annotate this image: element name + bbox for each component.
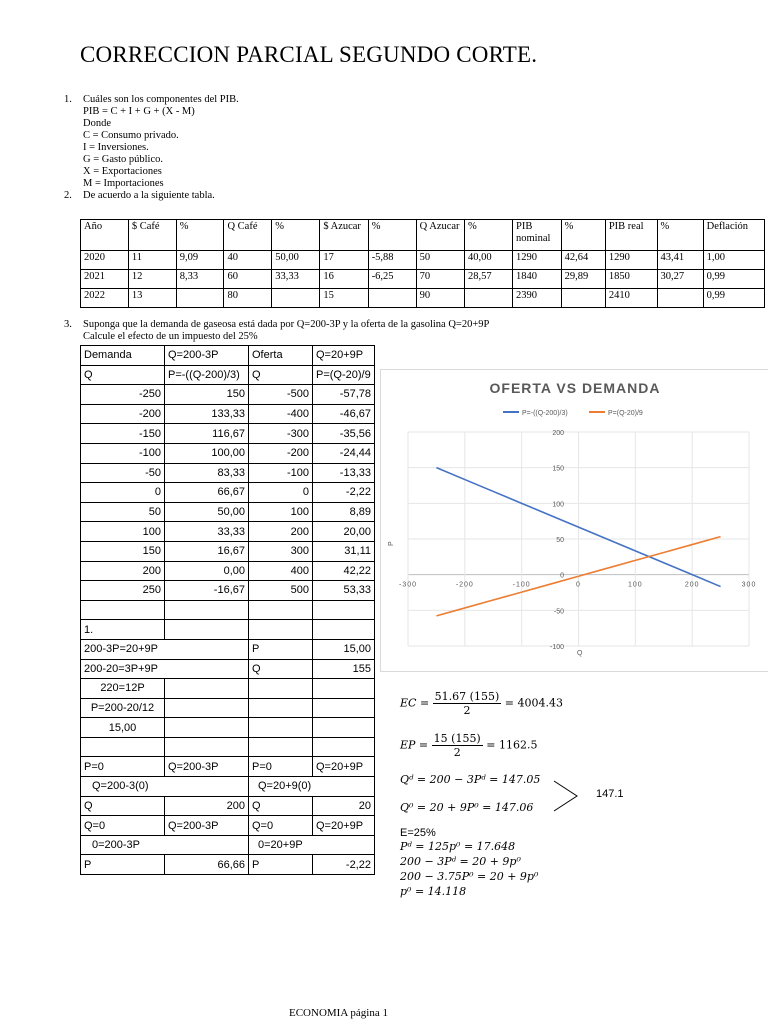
table-cell: 0,00 xyxy=(165,561,249,581)
question-3-line: Calcule el efecto de un impuesto del 25% xyxy=(83,331,258,342)
table-cell: 66,66 xyxy=(165,855,249,875)
table-row xyxy=(81,835,375,855)
table-cell: -300 xyxy=(249,424,313,444)
y-axis-label: P xyxy=(388,541,395,546)
x-tick-label: 100 xyxy=(627,581,643,589)
table-cell: 66,67 xyxy=(165,483,249,503)
table-cell xyxy=(176,289,224,308)
table-cell: 50 xyxy=(81,502,165,522)
formula-qd: Qᵈ = 200 − 3Pᵈ = 147.05 xyxy=(400,773,541,786)
table-cell: 80 xyxy=(224,289,272,308)
table-cell: -46,67 xyxy=(313,404,375,424)
x-tick-label: -100 xyxy=(512,581,531,589)
bracket-icon xyxy=(553,780,579,812)
header-cell: % xyxy=(176,220,224,251)
table-cell: 155 xyxy=(313,659,375,679)
table-cell xyxy=(464,289,512,308)
table-cell: 40 xyxy=(224,251,272,270)
table-cell: 43,41 xyxy=(657,251,703,270)
table-row xyxy=(81,679,375,699)
table-row xyxy=(81,463,375,483)
header-cell: Q Café xyxy=(224,220,272,251)
y-tick-label: 50 xyxy=(556,537,564,544)
table-cell: 33,33 xyxy=(165,522,249,542)
table-cell: 2020 xyxy=(81,251,129,270)
table-cell: -50 xyxy=(81,463,165,483)
table-cell: 0=200-3P xyxy=(81,835,249,855)
x-tick-label: 300 xyxy=(741,581,757,589)
table-cell: 50 xyxy=(416,251,464,270)
table-cell: 30,27 xyxy=(657,270,703,289)
table-cell: Q=200-3P xyxy=(165,757,249,777)
table-cell: 29,89 xyxy=(561,270,605,289)
header-cell: P=-((Q-200)/3) xyxy=(165,365,249,385)
header-cell: % xyxy=(657,220,703,251)
table-header-row xyxy=(81,220,765,251)
table-cell: 33,33 xyxy=(272,270,320,289)
tax-rate-label: E=25% xyxy=(400,827,436,839)
table-cell: 9,09 xyxy=(176,251,224,270)
question-1-number: 1. xyxy=(64,94,72,105)
y-tick-label: -50 xyxy=(553,608,564,616)
table-cell: 1290 xyxy=(605,251,657,270)
table-row xyxy=(81,541,375,561)
table-cell: 1. xyxy=(81,620,165,640)
table-cell: 15,00 xyxy=(81,718,165,738)
table-header-row xyxy=(81,365,375,385)
table-cell: P xyxy=(249,855,313,875)
header-cell: PIB real xyxy=(605,220,657,251)
formula-line: 200 − 3.75P⁰ = 20 + 9p⁰ xyxy=(400,870,539,883)
table-cell: 16 xyxy=(320,270,368,289)
table-cell: Q=200-3P xyxy=(165,816,249,836)
table-cell: 200 xyxy=(165,796,249,816)
table-cell: 13 xyxy=(128,289,176,308)
legend-label: P=-((Q-200)/3) xyxy=(522,410,568,417)
economic-data-table xyxy=(80,219,765,308)
table-row xyxy=(81,385,375,405)
table-cell: 0,99 xyxy=(703,270,764,289)
table-cell: 133,33 xyxy=(165,404,249,424)
table-cell xyxy=(368,289,416,308)
empty-row xyxy=(81,600,375,620)
supply-demand-table xyxy=(80,345,375,875)
header-cell: % xyxy=(561,220,605,251)
table-cell: 16,67 xyxy=(165,541,249,561)
table-cell: 200-3P=20+9P xyxy=(81,639,249,659)
table-cell: 2410 xyxy=(605,289,657,308)
table-cell: 2021 xyxy=(81,270,129,289)
table-row xyxy=(81,698,375,718)
table-cell: 500 xyxy=(249,581,313,601)
table-row xyxy=(81,251,765,270)
table-cell: 100 xyxy=(81,522,165,542)
question-2-number: 2. xyxy=(64,190,72,201)
page-title: CORRECCION PARCIAL SEGUNDO CORTE. xyxy=(80,42,538,67)
table-cell: 70 xyxy=(416,270,464,289)
header-cell: Q xyxy=(249,365,313,385)
table-row xyxy=(81,777,375,797)
table-cell: 15,00 xyxy=(313,639,375,659)
table-cell: 1290 xyxy=(513,251,562,270)
header-cell: $ Azucar xyxy=(320,220,368,251)
q1-line: Cuáles son los componentes del PIB. xyxy=(83,94,239,105)
legend-label: P=(Q-20)/9 xyxy=(608,410,643,417)
table-row xyxy=(81,270,765,289)
table-cell xyxy=(561,289,605,308)
table-row xyxy=(81,502,375,522)
table-cell: Q=200-3(0) xyxy=(81,777,249,797)
question-3-line: Suponga que la demanda de gaseosa está dada por Q=200-3P y la oferta de la gasolina Q=20+9P xyxy=(83,319,490,330)
q1-line: G = Gasto público. xyxy=(83,154,163,165)
empty-row xyxy=(81,737,375,757)
table-cell: 83,33 xyxy=(165,463,249,483)
q1-line: C = Consumo privado. xyxy=(83,130,179,141)
table-cell: -100 xyxy=(81,443,165,463)
table-row xyxy=(81,443,375,463)
table-cell: -200 xyxy=(81,404,165,424)
table-row xyxy=(81,757,375,777)
table-cell: -16,67 xyxy=(165,581,249,601)
table-cell: 31,11 xyxy=(313,541,375,561)
table-cell xyxy=(272,289,320,308)
header-cell: Q=20+9P xyxy=(313,346,375,366)
table-cell: 100,00 xyxy=(165,443,249,463)
header-cell: Q=200-3P xyxy=(165,346,249,366)
q1-line: X = Exportaciones xyxy=(83,166,162,177)
table-cell: 42,22 xyxy=(313,561,375,581)
q1-line: Donde xyxy=(83,118,111,129)
table-row xyxy=(81,522,375,542)
table-cell: 53,33 xyxy=(313,581,375,601)
table-cell: 17 xyxy=(320,251,368,270)
table-cell: -5,88 xyxy=(368,251,416,270)
table-cell: 0 xyxy=(81,483,165,503)
table-row xyxy=(81,659,375,679)
header-cell: % xyxy=(464,220,512,251)
table-cell: 20,00 xyxy=(313,522,375,542)
table-cell: 11 xyxy=(128,251,176,270)
header-cell: Demanda xyxy=(81,346,165,366)
table-cell: P=0 xyxy=(81,757,165,777)
table-cell: 50,00 xyxy=(272,251,320,270)
header-cell: P=(Q-20)/9 xyxy=(313,365,375,385)
formula-line: 200 − 3Pᵈ = 20 + 9p⁰ xyxy=(400,855,521,868)
table-row xyxy=(81,404,375,424)
table-cell: 60 xyxy=(224,270,272,289)
question-2-text: De acuerdo a la siguiente tabla. xyxy=(83,190,215,201)
table-row xyxy=(81,561,375,581)
table-cell: -200 xyxy=(249,443,313,463)
table-cell: -13,33 xyxy=(313,463,375,483)
table-cell: 90 xyxy=(416,289,464,308)
y-tick-label: 200 xyxy=(552,430,564,437)
table-cell: 250 xyxy=(81,581,165,601)
table-row xyxy=(81,483,375,503)
header-cell: % xyxy=(272,220,320,251)
formula-ec: EC = $\frac{51.67 (155)}{2}$ = 4004.43 xyxy=(400,690,563,717)
q1-line: M = Importaciones xyxy=(83,178,164,189)
table-cell: Q xyxy=(249,659,313,679)
y-tick-label: 100 xyxy=(552,501,564,509)
bracket-value: 147.1 xyxy=(596,788,624,800)
table-cell: 2390 xyxy=(513,289,562,308)
table-cell: 220=12P xyxy=(81,679,165,699)
table-row xyxy=(81,620,375,640)
y-tick-label: -100 xyxy=(549,644,564,651)
table-row xyxy=(81,816,375,836)
q1-line: PIB = C + I + G + (X - M) xyxy=(83,106,195,117)
table-cell: -24,44 xyxy=(313,443,375,463)
question-3-number: 3. xyxy=(64,319,72,330)
table-cell: Q=0 xyxy=(249,816,313,836)
table-cell: P xyxy=(81,855,165,875)
header-cell: Q Azucar xyxy=(416,220,464,251)
formula-line: p⁰ = 14.118 xyxy=(400,885,467,898)
table-cell: -57,78 xyxy=(313,385,375,405)
table-cell: 150 xyxy=(81,541,165,561)
table-row xyxy=(81,796,375,816)
table-cell: -35,56 xyxy=(313,424,375,444)
table-cell: -400 xyxy=(249,404,313,424)
q1-line: I = Inversiones. xyxy=(83,142,149,153)
table-cell: 28,57 xyxy=(464,270,512,289)
chart-title: OFERTA VS DEMANDA xyxy=(489,380,661,396)
table-cell: 8,89 xyxy=(313,502,375,522)
table-cell: 116,67 xyxy=(165,424,249,444)
table-cell: 15 xyxy=(320,289,368,308)
page-footer: ECONOMIA página 1 xyxy=(289,1007,388,1019)
table-cell: 300 xyxy=(249,541,313,561)
chart-svg xyxy=(381,370,768,671)
table-cell: 0 xyxy=(249,483,313,503)
x-axis-label: Q xyxy=(577,650,583,657)
table-cell: Q=0 xyxy=(81,816,165,836)
table-cell: 42,64 xyxy=(561,251,605,270)
table-cell: 12 xyxy=(128,270,176,289)
table-cell: -2,22 xyxy=(313,855,375,875)
table-cell xyxy=(657,289,703,308)
table-cell: 150 xyxy=(165,385,249,405)
table-cell: 1840 xyxy=(513,270,562,289)
table-cell: P=0 xyxy=(249,757,313,777)
table-cell: 40,00 xyxy=(464,251,512,270)
y-tick-label: 150 xyxy=(552,465,564,473)
table-cell: 1,00 xyxy=(703,251,764,270)
header-cell: Año xyxy=(81,220,129,251)
table-cell: 2022 xyxy=(81,289,129,308)
table-cell: Q=20+9(0) xyxy=(249,777,375,797)
table-cell: 100 xyxy=(249,502,313,522)
y-tick-label: 0 xyxy=(560,572,564,580)
table-row xyxy=(81,855,375,875)
table-cell: -150 xyxy=(81,424,165,444)
formula-line: Pᵈ = 125p⁰ = 17.648 xyxy=(400,840,516,853)
table-cell: Q xyxy=(81,796,165,816)
table-cell: P xyxy=(249,639,313,659)
table-cell: Q=20+9P xyxy=(313,757,375,777)
header-cell: Oferta xyxy=(249,346,313,366)
x-tick-label: 200 xyxy=(684,581,700,589)
table-cell: 1850 xyxy=(605,270,657,289)
table-cell: 200 xyxy=(81,561,165,581)
table-cell: -2,22 xyxy=(313,483,375,503)
table-cell: P=200-20/12 xyxy=(81,698,165,718)
table-cell: -6,25 xyxy=(368,270,416,289)
table-cell: 200 xyxy=(249,522,313,542)
table-row xyxy=(81,289,765,308)
header-cell: % xyxy=(368,220,416,251)
table-cell: 400 xyxy=(249,561,313,581)
table-cell: -500 xyxy=(249,385,313,405)
header-cell: PIB nominal xyxy=(513,220,562,251)
formula-qo: Q⁰ = 20 + 9P⁰ = 147.06 xyxy=(400,801,534,814)
table-cell: 20 xyxy=(313,796,375,816)
table-cell: Q xyxy=(249,796,313,816)
table-cell: Q=20+9P xyxy=(313,816,375,836)
table-cell: 8,33 xyxy=(176,270,224,289)
table-cell: -250 xyxy=(81,385,165,405)
table-row xyxy=(81,718,375,738)
formula-ep: EP = $\frac{15 (155)}{2}$ = 1162.5 xyxy=(400,732,538,759)
table-row xyxy=(81,639,375,659)
table-cell: 0=20+9P xyxy=(249,835,375,855)
header-cell: $ Café xyxy=(128,220,176,251)
header-cell: Q xyxy=(81,365,165,385)
table-cell: 200-20=3P+9P xyxy=(81,659,249,679)
table-row xyxy=(81,581,375,601)
table-row xyxy=(81,424,375,444)
header-cell: Deflación xyxy=(703,220,764,251)
supply-demand-chart xyxy=(380,369,768,672)
table-header-row xyxy=(81,346,375,366)
x-tick-label: 0 xyxy=(576,581,581,589)
x-tick-label: -200 xyxy=(455,581,474,589)
x-tick-label: -300 xyxy=(398,581,418,589)
table-cell: 0,99 xyxy=(703,289,764,308)
table-cell: 50,00 xyxy=(165,502,249,522)
table-cell: -100 xyxy=(249,463,313,483)
